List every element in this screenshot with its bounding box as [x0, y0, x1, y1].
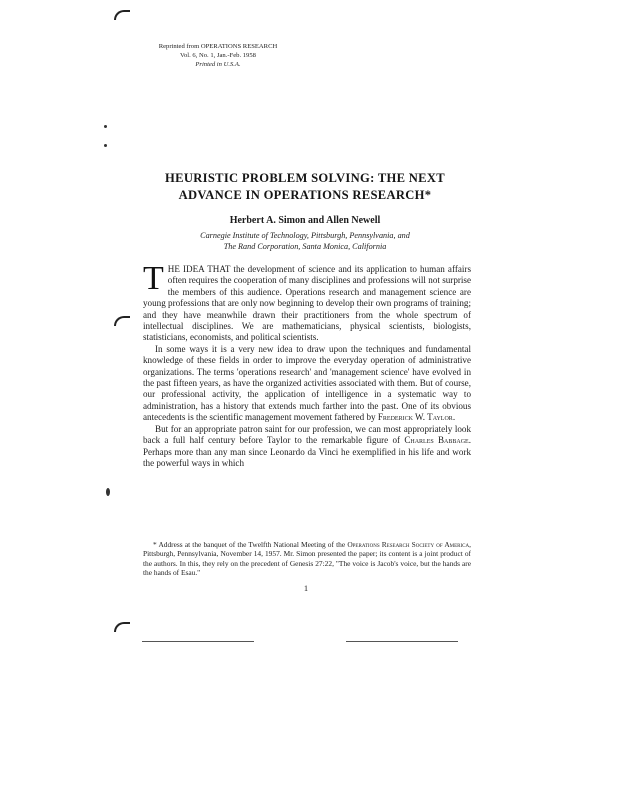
affiliation-line: Carnegie Institute of Technology, Pittsburgh, Pennsylvania, and [200, 231, 410, 240]
paragraph-text: But for an appropriate patron saint for our profession, we can most appropriately look back a full half century before Taylor to the remarkable figure of [143, 423, 471, 446]
reprint-line: Printed in U.S.A. [195, 61, 241, 68]
person-name: Charles Babbage [404, 435, 469, 446]
paragraph-text: HE IDEA THAT the development of science and its application to human affairs often requires the cooperation of many disciplines and professions will not surprise the members of this audience. Operations research and management science are young professions that are only now beginning to develop their own programs of training; and they have meanwhile drawn their practitioners from the whole spectrum of intellectual disciplines. We are mathematicians, physical scientists, biologists, statisticians, economists, and political scientists. [143, 264, 471, 343]
punctuation: . [452, 412, 456, 423]
paragraph-text: . Perhaps more than any man since Leonardo da Vinci he exemplified in his life and work the powerful ways in which [143, 435, 471, 468]
reprint-header [148, 42, 288, 69]
footnote-text [143, 540, 471, 577]
page-number: 1 [303, 583, 309, 593]
authors: Herbert A. Simon and Allen Newell [229, 215, 381, 226]
organization-name: Operations Research Society of America [347, 540, 470, 549]
drop-cap: T [143, 260, 164, 297]
scan-mark-middle [114, 316, 130, 326]
footnote-part: , Pittsburgh, Pennsylvania, November 14, 1957. Mr. Simon presented the paper; its content is a joint product of the authors. In this, they rely on the precedent of Genesis 27:22, "The voice is Jacob's voice, but the hands are the hands of Esau." [143, 540, 471, 577]
scan-speck [104, 125, 107, 128]
scan-rule-left [142, 641, 254, 642]
scan-mark-top [114, 10, 130, 20]
scan-mark-bottom [114, 622, 130, 632]
body-text [143, 260, 471, 469]
affiliations [150, 230, 460, 252]
paragraph-text: In some ways it is a very new idea to draw upon the techniques and fundamental knowledge of these fields in order to improve the everyday operation of administrative organizations. The terms 'operations research' and 'management science' have evolved in the past fifteen years, as have the organized activities associated with them. But of course, our professional activity, the application of intelligence in a systematic way to administration, has a history that extends much farther into the past. One of its obvious antecedents is the scientific management movement fathered by [143, 343, 471, 423]
scan-rule-right [346, 641, 458, 642]
footnote-part: * Address at the banquet of the Twelfth National Meeting of the [153, 540, 346, 549]
paragraph-3 [143, 424, 471, 470]
person-name: Frederick W. Taylor [377, 412, 453, 423]
paragraph-1 [143, 260, 471, 344]
footnote [143, 540, 471, 577]
affiliation-line: The Rand Corporation, Santa Monica, California [223, 242, 387, 251]
reprint-line: Reprinted from OPERATIONS RESEARCH [158, 43, 278, 50]
title-line: ADVANCE IN OPERATIONS RESEARCH* [178, 188, 432, 202]
scan-speck [104, 144, 107, 147]
scan-speck [106, 488, 110, 496]
paragraph-2 [143, 344, 471, 424]
title-line: HEURISTIC PROBLEM SOLVING: THE NEXT [165, 171, 445, 185]
paper-title [150, 170, 460, 204]
reprint-line: Vol. 6, No. 1, Jan.-Feb. 1958 [180, 52, 256, 59]
